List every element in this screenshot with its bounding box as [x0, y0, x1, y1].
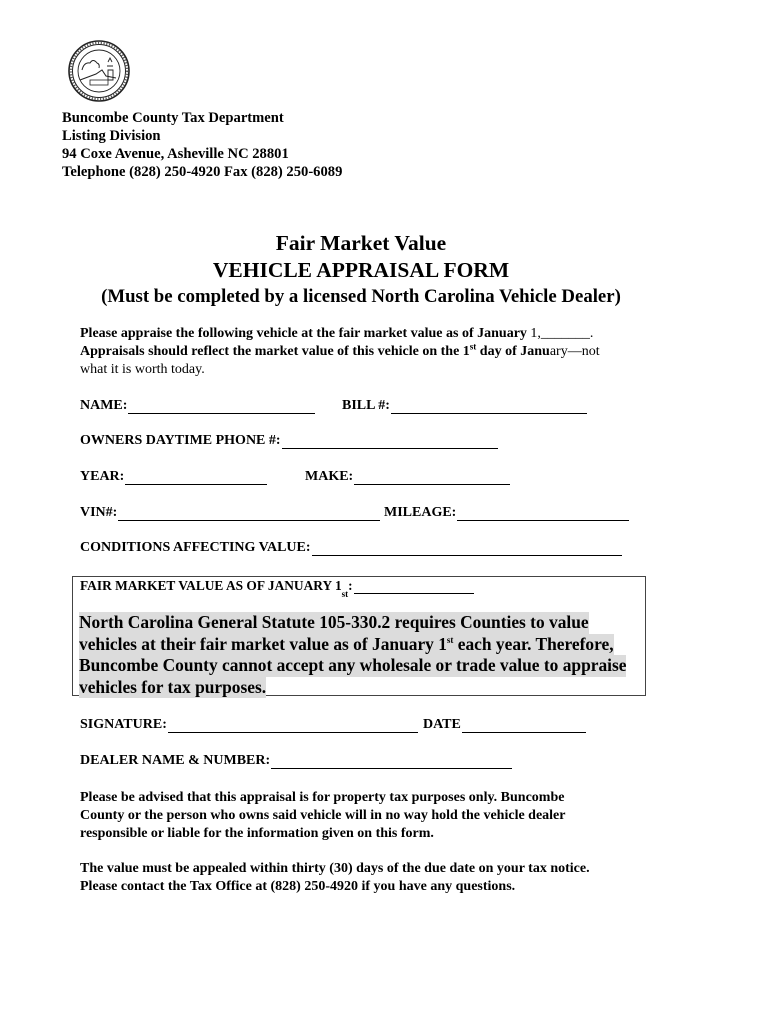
bill-number-label: BILL #:: [342, 398, 390, 413]
statute-text: [79, 634, 614, 656]
year-field[interactable]: [80, 469, 267, 485]
street-address: 94 Coxe Avenue, Asheville NC 28801: [62, 146, 289, 162]
statute-text-part: vehicles at their fair market value as of January 1: [79, 633, 447, 654]
bill-number-field[interactable]: [342, 398, 587, 414]
appeal-line: Please contact the Tax Office at (828) 250-4920 if you have any questions.: [80, 879, 516, 894]
division-name: Listing Division: [62, 128, 161, 144]
owner-phone-input-line[interactable]: [282, 435, 498, 449]
dealer-field[interactable]: [80, 753, 512, 769]
mileage-label: MILEAGE:: [384, 505, 457, 520]
vin-label: VIN#:: [80, 505, 118, 520]
bill-number-input-line[interactable]: [391, 400, 587, 414]
superscript: st: [446, 634, 454, 645]
fmv-label-colon: :: [348, 578, 353, 593]
statute-text: Buncombe County cannot accept any wholesale or trade value to appraise: [79, 655, 627, 675]
county-seal-icon: [66, 40, 132, 102]
disclaimer-line: responsible or liable for the information given on this form.: [80, 826, 434, 841]
contact-numbers: Telephone (828) 250-4920 Fax (828) 250-6089: [62, 164, 343, 180]
instruction-text: ary—not: [549, 344, 600, 359]
instruction-text: what it is worth today.: [80, 362, 205, 377]
name-label: NAME:: [80, 398, 128, 413]
statute-text: vehicles for tax purposes.: [79, 676, 267, 697]
instructions: [80, 325, 680, 379]
appeal-paragraph: [80, 860, 590, 896]
make-input-line[interactable]: [354, 471, 510, 485]
make-field[interactable]: [305, 469, 510, 485]
conditions-input-line[interactable]: [312, 542, 622, 556]
disclaimer-paragraph: [80, 789, 566, 843]
vin-field[interactable]: [80, 505, 380, 521]
year-blank: 1,_______.: [530, 326, 594, 341]
dealer-label: DEALER NAME & NUMBER:: [80, 753, 271, 768]
signature-input-line[interactable]: [168, 719, 418, 733]
signature-label: SIGNATURE:: [80, 717, 167, 732]
instruction-text: Please appraise the following vehicle at the fair market value as of January: [80, 326, 531, 341]
date-input-line[interactable]: [462, 719, 586, 733]
disclaimer-line: Please be advised that this appraisal is for property tax purposes only. Buncombe: [80, 790, 565, 805]
instruction-text: Appraisals should reflect the market value of this vehicle on the 1: [80, 344, 470, 359]
conditions-field[interactable]: [80, 540, 622, 556]
form-title: VEHICLE APPRAISAL FORM: [212, 258, 510, 282]
instruction-text: day of Janu: [476, 344, 550, 359]
statute-text-part: each year. Therefore,: [453, 633, 614, 654]
owner-phone-field[interactable]: [80, 433, 498, 449]
year-input-line[interactable]: [125, 471, 267, 485]
department-name: Buncombe County Tax Department: [62, 110, 284, 126]
vin-input-line[interactable]: [118, 507, 380, 521]
department-address: [62, 109, 342, 181]
mileage-field[interactable]: [384, 505, 629, 521]
year-label: YEAR:: [80, 469, 125, 484]
appeal-line: The value must be appealed within thirty (30) days of the due date on your tax notice.: [80, 861, 590, 876]
mileage-input-line[interactable]: [457, 507, 629, 521]
date-label: DATE: [423, 717, 461, 732]
make-label: MAKE:: [305, 469, 354, 484]
fmv-label: FAIR MARKET VALUE AS OF JANUARY 1: [80, 578, 342, 593]
signature-field[interactable]: [80, 717, 418, 733]
form-subtitle: (Must be completed by a licensed North Carolina Vehicle Dealer): [101, 286, 621, 307]
disclaimer-line: County or the person who owns said vehicle will in no way hold the vehicle dealer: [80, 808, 566, 823]
owner-phone-label: OWNERS DAYTIME PHONE #:: [80, 433, 281, 448]
dealer-input-line[interactable]: [271, 755, 512, 769]
fair-market-value-field[interactable]: FAIR MARKET VALUE AS OF JANUARY 1 st :: [80, 578, 474, 594]
name-input-line[interactable]: [128, 400, 315, 414]
page-title: Fair Market Value: [275, 231, 447, 255]
fmv-input-line[interactable]: [354, 580, 474, 594]
superscript: st: [469, 341, 477, 352]
date-field[interactable]: [423, 717, 586, 733]
name-field[interactable]: [80, 398, 315, 414]
statute-text: North Carolina General Statute 105-330.2 requires Counties to value: [79, 612, 589, 632]
conditions-label: CONDITIONS AFFECTING VALUE:: [80, 540, 311, 555]
statute-notice: [79, 612, 626, 698]
